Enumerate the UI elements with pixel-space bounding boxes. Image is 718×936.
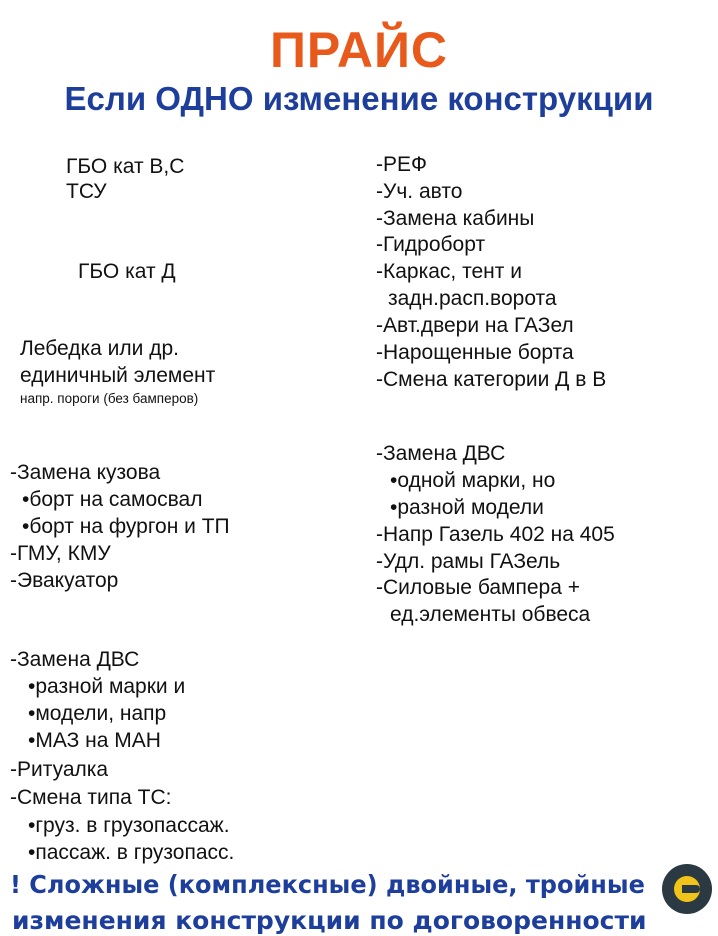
left-note: напр. пороги (без бамперов) <box>20 391 199 406</box>
footer-note-2: изменения конструкции по договоренности <box>12 906 647 935</box>
right-item: -Замена ДВС <box>376 442 506 465</box>
page-title: ПРАЙС <box>269 22 449 78</box>
right-item: -Нарощенные борта <box>376 341 574 364</box>
left-item: Лебедка или др. <box>20 337 179 360</box>
left-item: ГБО кат Д <box>78 260 176 283</box>
left-item: -Смена типа ТС: <box>10 786 172 809</box>
chat-logo-bar <box>682 885 700 893</box>
right-item: -РЕФ <box>376 153 427 176</box>
left-item: ТСУ <box>66 180 107 203</box>
page-subtitle: Если ОДНО изменение конструкции <box>64 80 654 117</box>
left-item: •разной марки и <box>28 675 186 698</box>
left-item: •борт на самосвал <box>22 488 203 511</box>
right-item: -Удл. рамы ГАЗель <box>376 550 561 573</box>
right-item: -Уч. авто <box>376 180 463 203</box>
left-item: -Эвакуатор <box>10 569 119 592</box>
right-item: задн.расп.ворота <box>388 287 557 310</box>
left-item: -ГМУ, КМУ <box>10 542 111 565</box>
left-item: •борт на фургон и ТП <box>22 515 230 538</box>
right-item: •одной марки, но <box>390 469 556 492</box>
right-item: -Каркас, тент и <box>376 260 522 283</box>
chat-logo-icon[interactable] <box>662 864 712 914</box>
left-item: -Замена кузова <box>10 461 161 484</box>
right-item: -Гидроборт <box>376 233 486 256</box>
right-item: -Напр Газель 402 на 405 <box>376 523 615 546</box>
right-item: •разной модели <box>390 496 544 519</box>
right-item: -Смена категории Д в В <box>376 368 607 391</box>
left-item: -Замена ДВС <box>10 648 140 671</box>
left-item: •модели, напр <box>28 702 167 725</box>
footer-note: ! Сложные (комплексные) двойные, тройные <box>10 870 645 899</box>
right-item: -Замена кабины <box>376 207 535 230</box>
right-item: -Авт.двери на ГАЗел <box>376 314 574 337</box>
left-item: единичный элемент <box>20 364 216 387</box>
left-item: ГБО кат В,С <box>66 155 185 178</box>
left-item: •пассаж. в грузопасс. <box>28 841 235 864</box>
left-item: •груз. в грузопассаж. <box>28 814 230 837</box>
left-item: -Ритуалка <box>10 758 109 781</box>
right-item: -Силовые бампера + <box>376 576 580 599</box>
right-item: ед.элементы обвеса <box>390 603 591 626</box>
left-item: •МАЗ на МАН <box>28 729 161 752</box>
